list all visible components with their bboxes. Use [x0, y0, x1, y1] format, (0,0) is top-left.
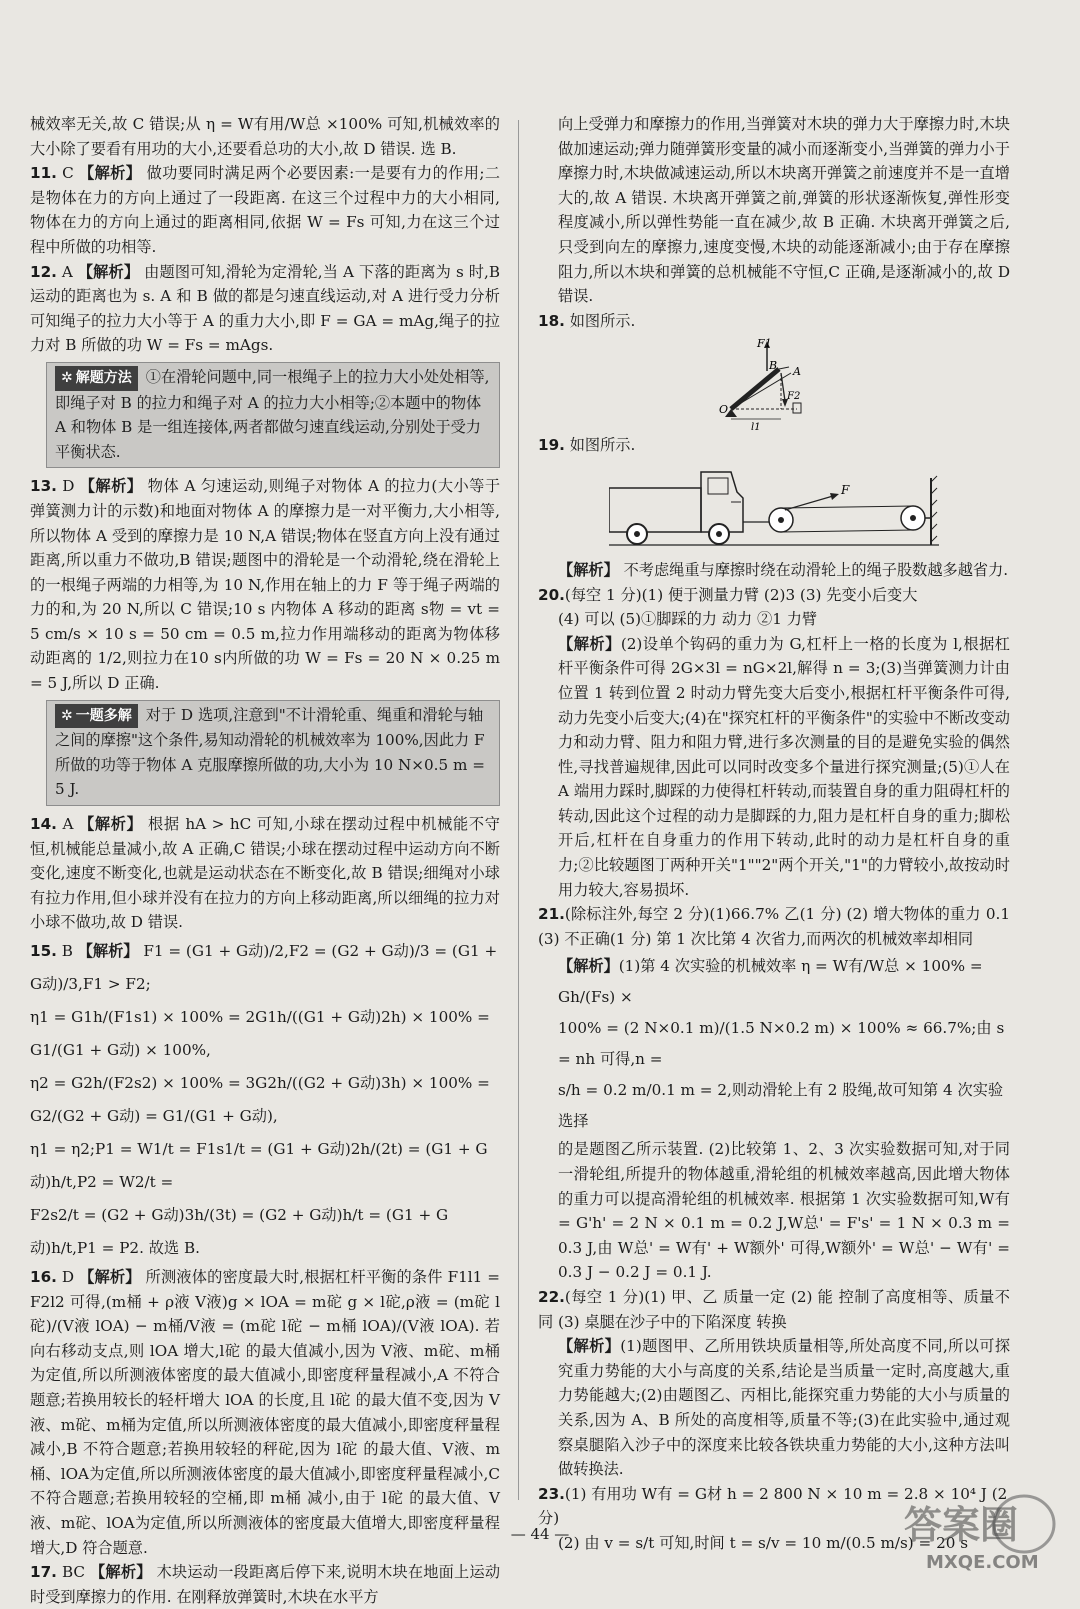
label-l1: l1 [751, 422, 761, 434]
left-column [30, 112, 500, 1609]
question-17: 17. BC 【解析】 木块运动一段距离后停下来,说明木块在地面上运动时受到摩擦力的作用. 在刚释放弹簧时,木块在水平方 [30, 1563, 501, 1606]
question-14: 14. A 【解析】 根据 hA > hC 可知,小球在摆动过程中机械能不守恒,机械能总量减小,故 A 正确,C 错误;小球在摆动过程中运动方向不断变化,速度不断变化,也就是运动状态在不断变化,故 B 错误;细绳对小球有拉力作用,但小球并没有在拉力的方向上移动距离,所以细绳的拉力对小球不做功,故 D 错误. [30, 815, 500, 932]
column-divider [518, 120, 519, 1500]
question-23: 23.(1) 有用功 W有 = G材 h = 2 800 N × 10 m = 2.8 × 10⁴ J (2 分) (2) 由 v = s/t 可知,时间 t = s/v = 10 m/(0.5 m/s) = 20 s [538, 1484, 1008, 1552]
q19-note: 【解析】 不考虑绳重与摩擦时绕在动滑轮上的绳子股数越多越省力. [558, 560, 1009, 579]
lever-figure [719, 333, 829, 433]
question-15: 15. B 【解析】 F1 = (G1 + G动)/2,F2 = (G2 + G动)/3 = (G1 + G动)/3,F1 > F2; η1 = G1h/(F1s1) × 100% = 2G1h/((G1 + G动)2h) × 100% = G1/(G1 + G动) × 100%, η2 = G2h/(F2s2) × 100% = 3G2h/((G2 + G动)3h) × 100% = G2/(G2 + G动) = G1/(G1 + G动), η1 = η2;P1 = W1/t = F1s1/t = (G1 + G动)2h/(2t) = (G1 + G动)h/t,P2 = W2/t = F2s2/t = (G2 + G动)3h/(3t) = (G2 + G动)h/t = (G1 + G动)h/t,P1 = P2. 故选 B. [30, 935, 500, 1265]
question-22: 22.(每空 1 分)(1) 甲、乙 质量一定 (2) 能 控制了高度相等、质量不同 (3) 桌腿在沙子中的下陷深度 转换 【解析】(1)题图甲、乙所用铁块质量相等,所处高度不同,所以可探究重力势能的大小与高度的关系,结论是当质量一定时,高度越大,重力势能越大;(2)由题图乙、丙相比,能探究重力势能的大小与质量的关系,因为 A、B 所处的高度相等,质量不等;(3)在此实验中,通过观察桌腿陷入沙子中的深度来比较各铁块重力势能的大小,这种方法叫做转换法. [538, 1288, 1011, 1479]
multi-solution-title: ✲ 一题多解 [55, 704, 138, 729]
site-watermark [896, 1486, 1066, 1574]
q15-line-3: η2 = G2h/(F2s2) × 100% = 3G2h/((G2 + G动)3h) × 100% = G2/(G2 + G动) = G1/(G1 + G动), [30, 1074, 490, 1125]
q10-continuation: 械效率无关,故 C 错误;从 η = W有用/W总 ×100% 可知,机械效率的大小除了要看有用功的大小,还要看总功的大小,故 D 错误. 选 B. [30, 115, 500, 158]
sparkle-icon: ✲ [61, 707, 73, 724]
q15-line-2: η1 = G1h/(F1s1) × 100% = 2G1h/((G1 + G动)2h) × 100% = G1/(G1 + G动) × 100%, [30, 1008, 490, 1059]
method-box-title: ✲ 解题方法 [55, 366, 138, 391]
label-F: F [841, 482, 850, 497]
q15-line-4: η1 = η2;P1 = W1/t = F1s1/t = (G1 + G动)2h/(2t) = (G1 + G动)h/t,P2 = W2/t = [30, 1140, 488, 1191]
question-21: 21.(除标注外,每空 2 分)(1)66.7% 乙(1 分) (2) 增大物体的重力 0.1 (3) 不正确(1 分) 第 1 次比第 4 次省力,而两次的机械效率却相同 【解析】(1)第 4 次实验的机械效率 η = W有/W总 × 100% = Gh/(Fs) × 100% = (2 N×0.1 m)/(1.5 N×0.2 m) × 100% ≈ 66.7%;由 s = nh 可得,n = s/h = 0.2 m/0.1 m = 2,则动滑轮上有 2 股绳,故可知第 4 次实验选择 的是题图乙所示装置. (2)比较第 1、2、3 次实验数据可知,对于同一滑轮组,所提升的物体越重,滑轮组的机械效率越高,因此增大物体的重力可以提高滑轮组的机械效率. 根据第 1 次实验数据可知,W有 = G'h' = 2 N × 0.1 m = 0.2 J,W总' = F's' = 1 N × 0.3 m = 0.3 J,由 W总' = W有' + W额外' 可得,W额外' = W总' − W有' = 0.3 J − 0.2 J = 0.1 J. [538, 905, 1010, 1282]
question-18: 18. 如图所示. [538, 311, 636, 330]
question-12: 12. A 【解析】 由题图可知,滑轮为定滑轮,当 A 下落的距离为 s 时,B 运动的距离也为 s. A 和 B 做的都是匀速直线运动,对 A 进行受力分析可知绳子的拉力大小等于 A 的重力大小,即 F = GA = mAg,绳子的拉力对 B 所做的功 W = Fs = mAgs. [30, 262, 501, 355]
label-A: A [793, 365, 801, 379]
question-16: 16. D 【解析】 所测液体的密度最大时,根据杠杆平衡的条件 F1l1 = F2l2 可得,(m桶 + ρ液 V液)g × lOA = m砣 g × l砣,ρ液 = (m砣 l砣)/(V液 lOA) − m桶/V液 = (m砣 l砣 − m桶 lOA)/(V液 lOA). 若向右移动支点,则 lOA 增大,l砣 的最大值减小,因为 V液、m砣、m桶为定值,所以所测液体密度的最大值减小,即密度秤量程减小,A 不符合题意;若换用较长的轻杆增大 lOA 的长度,且 l砣 的最大值不变,因为 V液、m砣、m桶为定值,所以所测液体密度的最大值减小,即密度秤量程减小,B 不符合题意;若换用较轻的秤砣,因为 l砣 的最大值、V液、m桶、lOA为定值,所以所测液体密度的最大值减小,即密度秤量程减小,C 不符合题意;若换用较轻的空桶,即 m桶 减小,由于 l砣 的最大值、V液、m砣、lOA为定值,所以所测液体的密度最大值增大,即密度秤量程增大,D 符合题意. [30, 1268, 501, 1557]
question-19: 19. 如图所示. [538, 436, 636, 455]
label-B: B [769, 359, 778, 373]
label-F2: F2 [787, 391, 801, 403]
question-13: 13. D 【解析】 物体 A 匀速运动,则绳子对物体 A 的拉力(大小等于弹簧测力计的示数)和地面对物体 A 的摩擦力是一对平衡力,大小相等,所以物体 A 受到的摩擦力是 10 N,A 错误;物体在竖直方向上没有通过距离,所以重力不做功,B 错误;题图中的滑轮是一个动滑轮,绕在滑轮上的一根绳子两端的力相等,为 10 N,作用在轴上的力 F 等于绳子两端的力的和,为 20 N,所以 C 错误;10 s 内物体 A 移动的距离 s物 = vt = 5 cm/s × 10 s = 50 cm = 0.5 m,拉力作用端移动的距离为物体移动距离的 1/2,则拉力在10 s内所做的功 W = Fs = 20 N × 0.25 m = 5 J,所以 D 正确. [30, 477, 501, 693]
question-11: 11. C 【解析】 做功要同时满足两个必要因素:一是要有力的作用;二是物体在力的方向上通过了一段距离. 在这三个过程中力的大小相同,物体在力的方向上通过的距离相同,依据 W = Fs 可知,力在这三个过程中所做的功相等. [30, 164, 501, 256]
label-O: O [719, 403, 729, 417]
question-20: 20.(每空 1 分)(1) 便于测量力臂 (2)3 (3) 先变小后变大 (4) 可以 (5)①脚踩的力 动力 ②1 力臂 【解析】(2)设单个钩码的重力为 G,杠杆上一格的长度为 l,根据杠杆平衡条件可得 2G×3l = nG×2l,解得 n = 3;(3)当弹簧测力计由位置 1 转到位置 2 时动力臂先变大后变小,根据杠杆平衡条件可得,动力先变小后变大;(4)在"探究杠杆的平衡条件"的实验中不断改变动力和动力臂、阻力和阻力臂,进行多次测量的目的是避免实验的偶然性,寻找普遍规律,因此可以同时改变多个量进行探究测量;(5)①人在 A 端用力踩时,脚踩的力使得杠杆转动,而装置自身的重力阻碍杠杆的转动,因此这个过程的动力是脚踩的力,阻力是杠杆自身的重力;脚松开后,杠杆在自身重力的作用下转动,此时的动力是杠杆自身的重力;②比较题图丁两种开关"1""2"两个开关,"1"的力臂较小,故按动时用力较大,容易损坏. [538, 585, 1010, 899]
multi-solution-box: ✲ 一题多解 对于 D 选项,注意到"不计滑轮重、绳重和滑轮与轴之间的摩擦"这个条件,易知动滑轮的机械效率为 100%,因此力 F 所做的功等于物体 A 克服摩擦所做的功,大小为 10 N×0.5 m = 5 J. [46, 700, 500, 806]
sparkle-icon: ✲ [61, 369, 73, 386]
truck-pulley-figure [609, 458, 939, 558]
watermark-url: MXQE.COM [926, 1552, 1039, 1573]
right-column [538, 112, 1010, 1556]
page-number: — 44 — [510, 1525, 570, 1543]
q17-continuation: 向上受弹力和摩擦力的作用,当弹簧对木块的弹力大于摩擦力时,木块做加速运动;弹力随弹簧形变量的减小而逐渐变小,当弹簧的弹力小于摩擦力时,木块做减速运动,所以木块离开弹簧之前速度并不是一直增大的,故 A 错误. 木块离开弹簧之前,弹簧的形状逐渐恢复,弹性形变程度减小,所以弹性势能一直在减少,故 B 正确. 木块离开弹簧之后,只受到向左的摩擦力,速度变慢,木块的动能逐渐减小;由于存在摩擦阻力,所以木块和弹簧的总机械能不守恒,C 正确,是逐渐减小的,故 D 错误. [558, 115, 1010, 306]
q15-line-5: F2s2/t = (G2 + G动)3h/(3t) = (G2 + G动)h/t = (G1 + G动)h/t,P1 = P2. 故选 B. [30, 1206, 449, 1257]
label-F1: F1 [757, 337, 772, 351]
method-box: ✲ 解题方法 ①在滑轮问题中,同一根绳子上的拉力大小处处相等,即绳子对 B 的拉力和绳子对 A 的拉力大小相等;②本题中的物体 A 和物体 B 是一组连接体,两者都做匀速直线运动,分别处于受力平衡状态. [46, 362, 500, 468]
watermark-title: 答案圈 [904, 1503, 1019, 1547]
